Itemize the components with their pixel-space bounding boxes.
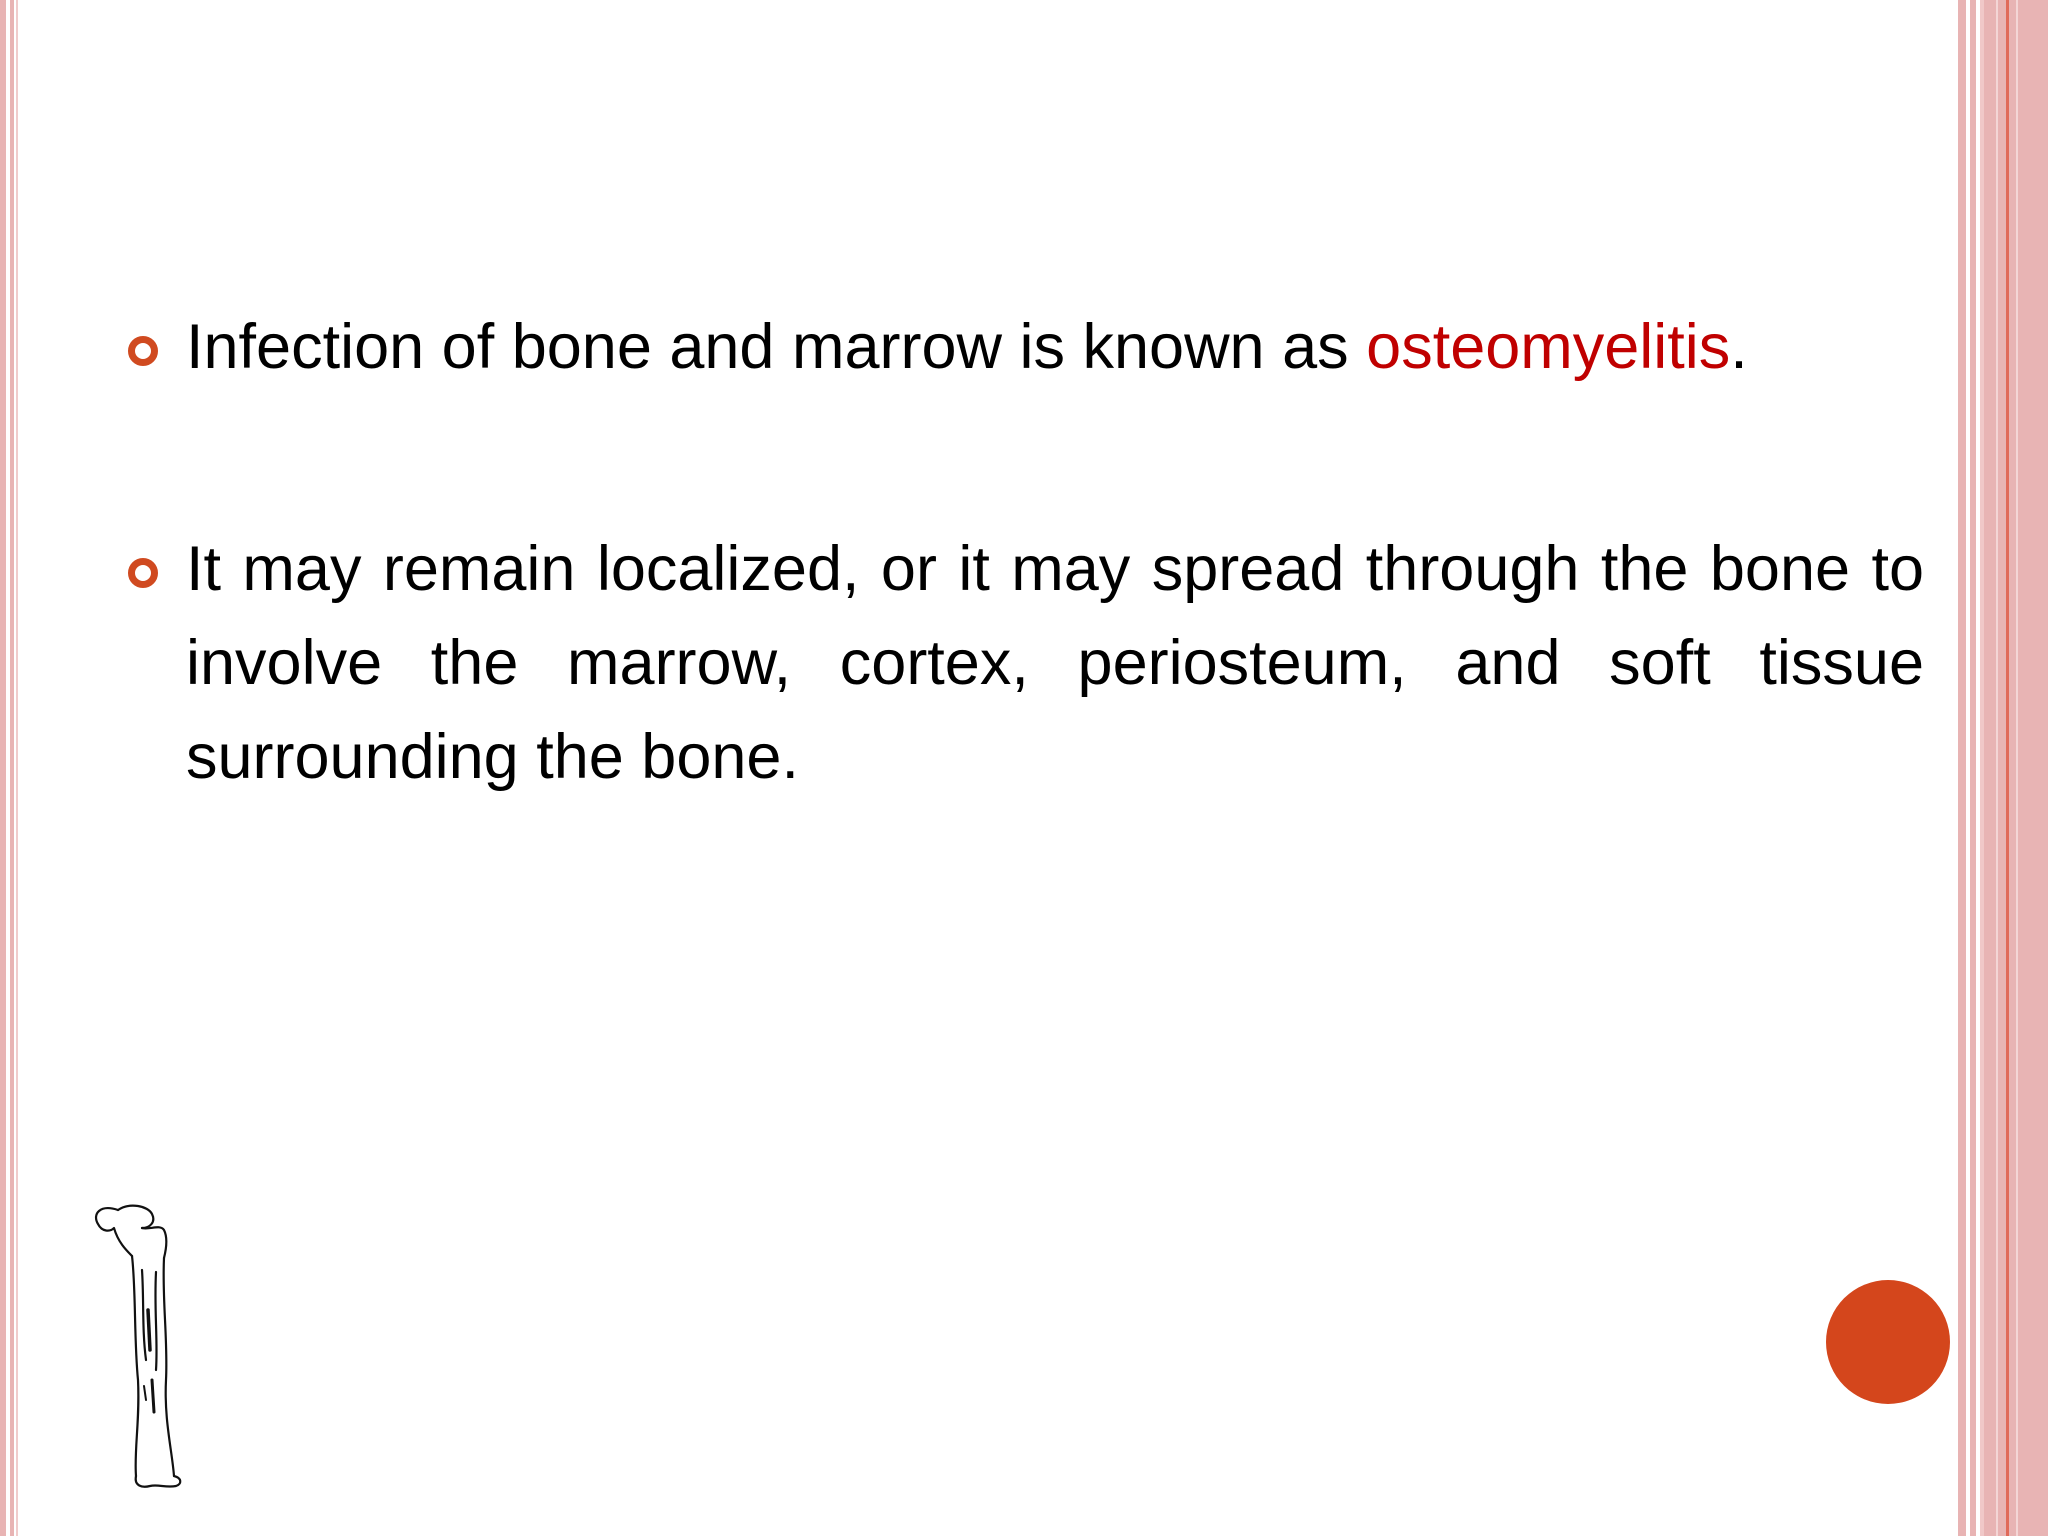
accent-circle — [1826, 1280, 1950, 1404]
bullet-text: Infection of bone and marrow is known as osteomyelitis. — [186, 312, 1748, 382]
bone-illustration — [90, 1200, 210, 1490]
ring-bullet-icon — [128, 336, 158, 366]
right-border-accent-stripe — [2006, 0, 2009, 1536]
right-border-stripe — [1958, 0, 1966, 1536]
bullet-text: It may remain localized, or it may spread through the bone to involve the marrow, cortex, periosteum, and soft tissue surrounding the bone. — [186, 534, 1924, 792]
right-border-stripe — [2016, 0, 2018, 1536]
right-border-stripe — [1996, 0, 1998, 1536]
left-border-stripe — [10, 0, 14, 1536]
left-border-stripe — [0, 0, 6, 1536]
left-border-stripe — [16, 0, 18, 1536]
bullet-item — [126, 300, 1926, 394]
ring-bullet-icon — [128, 558, 158, 588]
right-border-stripe — [1970, 0, 1976, 1536]
bullet-item — [126, 522, 1926, 804]
highlighted-term: osteomyelitis — [1366, 312, 1731, 382]
